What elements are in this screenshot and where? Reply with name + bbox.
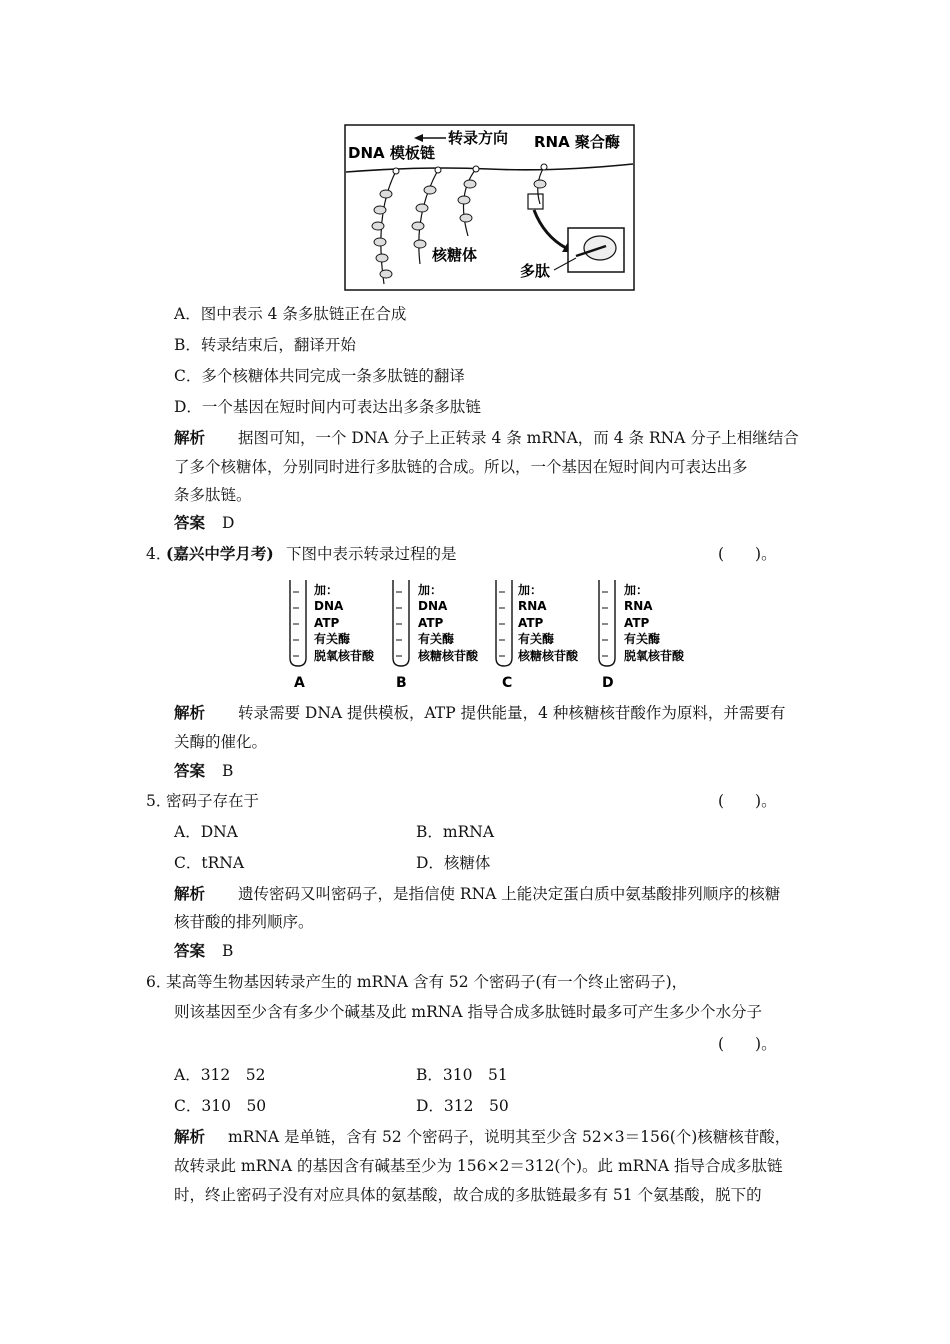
tube-d-item-5: 脱氧核苷酸 xyxy=(624,649,685,663)
q4-number: 4． xyxy=(146,545,172,563)
q5-answer: B xyxy=(222,942,234,960)
q6-analysis-line-1: mRNA 是单链，含有 52 个密码子，说明其至少含 52×3＝156(个)核糖核苷酸， xyxy=(228,1128,791,1146)
q3-analysis-label: 解析 xyxy=(174,428,206,447)
q3-option-b: B．转录结束后，翻译开始 xyxy=(174,336,356,354)
tube-c-item-3: ATP xyxy=(518,616,544,630)
dna-template-label: DNA 模板链 xyxy=(348,144,435,162)
q5-number: 5． xyxy=(146,792,172,810)
tube-b-letter: B xyxy=(396,675,407,691)
tube-b-item-1: 加： xyxy=(418,583,443,597)
q4-stem: 下图中表示转录过程的是 xyxy=(286,545,457,563)
q4-answer: B xyxy=(222,762,234,780)
q4-answer-paren: ( )。 xyxy=(718,545,777,563)
q4-answer-label: 答案 xyxy=(174,761,206,780)
q5-analysis-line-1: 遗传密码又叫密码子，是指信使 RNA 上能决定蛋白质中氨基酸排列顺序的核糖 xyxy=(238,885,781,903)
direction-label: 转录方向 xyxy=(448,129,509,147)
q3-analysis-line-1: 据图可知，一个 DNA 分子上正转录 4 条 mRNA，而 4 条 RNA 分子上相继结合 xyxy=(238,429,799,447)
q5-analysis-label: 解析 xyxy=(174,884,206,903)
rna-polymerase-label: RNA 聚合酶 xyxy=(534,133,620,151)
q5-option-d: D．核糖体 xyxy=(416,854,491,872)
test-tubes-figure xyxy=(286,576,706,692)
tube-b-item-2: DNA xyxy=(418,599,448,613)
q6-analysis-label: 解析 xyxy=(174,1127,206,1146)
q6-analysis-line-2: 故转录此 mRNA 的基因含有碱基至少为 156×2＝312(个)。此 mRNA 指导合成多肽链 xyxy=(174,1157,783,1175)
tube-a-item-3: ATP xyxy=(314,616,340,630)
q6-stem-line-2: 则该基因至少含有多少个碱基及此 mRNA 指导合成多肽链时最多可产生多少个水分子 xyxy=(174,1003,762,1021)
tube-c-item-5: 核糖核苷酸 xyxy=(518,649,579,663)
q6-option-d: D．312 50 xyxy=(416,1097,509,1115)
q6-stem-line-1: 某高等生物基因转录产生的 mRNA 含有 52 个密码子(有一个终止密码子)， xyxy=(166,973,688,991)
tube-a-item-1: 加： xyxy=(314,583,339,597)
q3-answer-label: 答案 xyxy=(174,513,206,532)
tube-a-item-5: 脱氧核苷酸 xyxy=(314,649,375,663)
q5-analysis-line-2: 核苷酸的排列顺序。 xyxy=(174,913,314,931)
q6-option-b: B．310 51 xyxy=(416,1066,508,1084)
q6-option-c: C．310 50 xyxy=(174,1097,267,1115)
tube-d-item-4: 有关酶 xyxy=(624,632,661,646)
tube-b-item-3: ATP xyxy=(418,616,444,630)
q4-source: (嘉兴中学月考) xyxy=(166,544,274,563)
q5-option-b: B．mRNA xyxy=(416,823,495,841)
q4-analysis-line-2: 关酶的催化。 xyxy=(174,733,268,751)
tube-d-item-1: 加： xyxy=(624,583,649,597)
tube-a-item-2: DNA xyxy=(314,599,344,613)
q3-answer: D xyxy=(222,514,235,532)
tube-c-item-4: 有关酶 xyxy=(518,632,555,646)
tube-d-letter: D xyxy=(602,675,614,691)
tube-b-item-5: 核糖核苷酸 xyxy=(418,649,479,663)
q4-analysis-line-1: 转录需要 DNA 提供模板，ATP 提供能量，4 种核糖核苷酸作为原料，并需要有 xyxy=(238,704,786,722)
tube-c-item-2: RNA xyxy=(518,599,547,613)
ribosome-label: 核糖体 xyxy=(432,246,478,264)
tube-c-letter: C xyxy=(502,675,513,691)
tube-d-item-3: ATP xyxy=(624,616,650,630)
q6-option-a: A．312 52 xyxy=(174,1066,266,1084)
tube-c-item-1: 加： xyxy=(518,583,543,597)
q3-option-a: A．图中表示 4 条多肽链正在合成 xyxy=(174,305,407,323)
tube-a-item-4: 有关酶 xyxy=(314,632,351,646)
tube-a-letter: A xyxy=(294,675,305,691)
q5-answer-label: 答案 xyxy=(174,941,206,960)
q5-answer-paren: ( )。 xyxy=(718,792,777,810)
q6-analysis-line-3: 时，终止密码子没有对应具体的氨基酸，故合成的多肽链最多有 51 个氨基酸，脱下的 xyxy=(174,1186,762,1204)
q5-option-c: C．tRNA xyxy=(174,854,245,872)
transcription-translation-figure xyxy=(344,124,636,292)
q6-answer-paren: ( )。 xyxy=(718,1035,777,1053)
q4-analysis-label: 解析 xyxy=(174,703,206,722)
peptide-label: 多肽 xyxy=(520,262,551,280)
tube-d-item-2: RNA xyxy=(624,599,653,613)
q6-number: 6． xyxy=(146,973,172,991)
q3-analysis-line-3: 条多肽链。 xyxy=(174,486,252,504)
q5-stem: 密码子存在于 xyxy=(166,792,260,810)
q3-analysis-line-2: 了多个核糖体，分别同时进行多肽链的合成。所以，一个基因在短时间内可表达出多 xyxy=(174,458,748,476)
q3-option-c: C．多个核糖体共同完成一条多肽链的翻译 xyxy=(174,367,465,385)
q3-option-d: D．一个基因在短时间内可表达出多条多肽链 xyxy=(174,398,481,416)
q5-option-a: A．DNA xyxy=(174,823,238,841)
tube-b-item-4: 有关酶 xyxy=(418,632,455,646)
